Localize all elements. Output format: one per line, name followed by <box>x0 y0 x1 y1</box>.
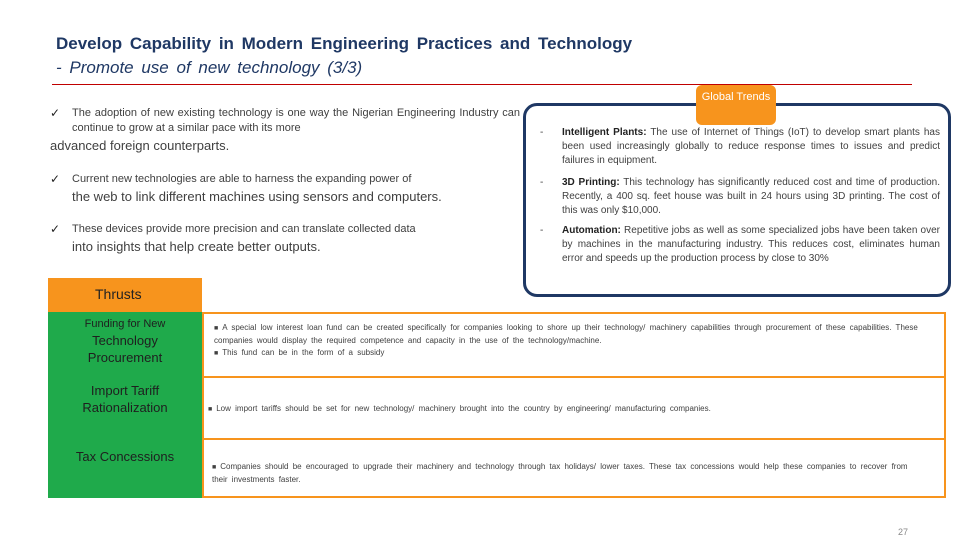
thrust-row-1-text <box>206 322 922 360</box>
left-point-3 <box>50 222 520 255</box>
thrust-row-3-text <box>206 461 922 486</box>
trend-title: Intelligent Plants: <box>562 127 647 138</box>
dash-bullet: - <box>540 225 544 236</box>
dash-bullet: - <box>540 127 544 138</box>
trend-text: The use of Internet of Things (IoT) to develop smart plants has been used increasingly globally to reduce response times to issues and predict failures in equipment. <box>562 127 940 166</box>
thrust-bullet: ■ Companies should be encouraged to upgrade their machinery and technology through tax holidays/ lower taxes. These tax concessions would help these companies to recover from their investments faster. <box>212 462 908 484</box>
thrust-row-2-text <box>206 403 922 416</box>
title-divider <box>52 84 912 85</box>
dash-bullet: - <box>540 177 544 188</box>
page-title: Develop Capability in Modern Engineering Practices and Technology <box>56 34 633 53</box>
trend-item-automation <box>540 224 940 266</box>
thrust-label-import-tariff: Import Tariff Rationalization <box>82 383 168 415</box>
thrust-bullet: ■ A special low interest loan fund can be created specifically for companies looking to shore up their technology/ machinery capabilities through procurement of these capabilities. These companies would display the required competence and capacity in the use of the technology/machine. <box>214 323 918 345</box>
square-bullet-icon: ■ <box>208 406 213 413</box>
trend-title: 3D Printing: <box>562 177 620 188</box>
trend-text: This technology has significantly reduced cost and time of production. Recently, a 400 sq. feet house was built in 24 hours using 3D printing. The cost of this was only $10,000. <box>562 177 940 216</box>
trend-item-intelligent-plants <box>540 126 940 168</box>
square-bullet-icon: ■ <box>212 464 217 471</box>
checkmark-icon: ✓ <box>50 106 61 120</box>
thrust-label-funding-small: Funding for New <box>84 318 166 330</box>
left-point-tail: the web to link different machines using sensors and computers. <box>72 189 442 204</box>
trend-title: Automation: <box>562 225 621 236</box>
left-point-tail: advanced foreign counterparts. <box>50 138 230 153</box>
thrust-bullet: ■ This fund can be in the form of a subsidy <box>214 348 385 357</box>
thrust-bullet: ■ Low import tariffs should be set for new technology/ machinery brought into the country by engineering/ manufacturing companies. <box>208 404 711 413</box>
left-point-1 <box>50 106 520 154</box>
checkmark-icon: ✓ <box>50 172 61 186</box>
left-point-2 <box>50 172 520 205</box>
page-subtitle: - Promote use of new technology (3/3) <box>56 58 363 77</box>
thrusts-header: Thrusts <box>48 278 202 312</box>
left-point-text: Current new technologies are able to harness the expanding power of <box>72 173 412 185</box>
thrust-label-technology-procurement: Technology Procurement <box>87 333 163 365</box>
left-point-text: These devices provide more precision and can translate collected data <box>72 223 416 235</box>
square-bullet-icon: ■ <box>214 325 219 332</box>
left-point-text: The adoption of new existing technology is one way the Nigerian Engineering Industry can continue to grow at a similar pace with its more <box>72 107 520 134</box>
trend-text: Repetitive jobs as well as some specialized jobs have been taken over by machines in the manufacturing industry. This reduces cost, eliminates human error and speeds up the production process by close to 30% <box>562 225 940 264</box>
square-bullet-icon: ■ <box>214 350 219 357</box>
thrust-label-tax-concessions: Tax Concessions <box>75 449 175 464</box>
left-point-tail: into insights that help create better outputs. <box>72 239 321 254</box>
page-number: 27 <box>898 527 909 537</box>
checkmark-icon: ✓ <box>50 222 61 236</box>
trend-item-3d-printing <box>540 176 940 218</box>
global-trends-tag: Global Trends <box>696 85 776 125</box>
